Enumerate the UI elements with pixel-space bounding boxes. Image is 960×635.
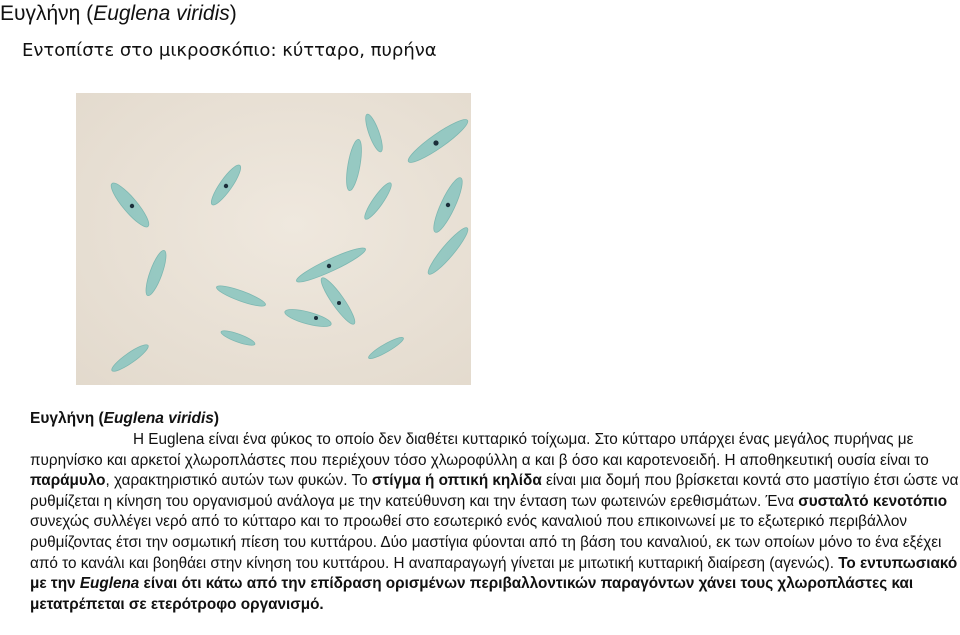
nucleus: [327, 264, 331, 268]
image-caption: Ευγλήνη (Euglena viridis): [30, 410, 220, 427]
term-paramylon: παράμυλο: [30, 472, 106, 490]
nucleus: [337, 301, 341, 305]
highlight-statement: Το εντυπωσιακό με την Euglena είναι ότι κάτω από την επίδραση ορισμένων περιβαλλοντικών παραγόντων χάνει τους χλωροπλάστες και μετατρέπεται σε ετερότροφο οργανισμό.: [30, 554, 958, 613]
caption-species-name: Euglena viridis: [103, 410, 214, 427]
nucleus: [224, 184, 228, 188]
nucleus: [314, 316, 318, 320]
nucleus: [433, 140, 438, 145]
description-paragraph: Η Euglena είναι ένα φύκος το οποίο δεν διαθέτει κυτταρικό τοίχωμα. Στο κύτταρο υπάρχει ένας μεγάλος πυρήνας με πυρηνίσκο και αρκετοί χλωροπλάστες που περιέχουν τόσο χλωροφύλλη α και β όσο και καροτενοειδή. Η αποθηκευτική ουσία είναι το παράμυλο, χαρακτηριστικό αυτών των φυκών. Το στίγμα ή οπτική κηλίδα είναι μια δομή που βρίσκεται κοντά στο μαστίγιο έτσι ώστε να ρυθμίζεται η κίνηση του οργανισμού ανάλογα με την κατεύθυνση και την ένταση των φωτεινών ερεθισμάτων. Ένα συσταλτό κενοτόπιο συνεχώς συλλέγει νερό από το κύτταρο και το προωθεί στο εσωτερικό ενός καναλιού που επικοινωνεί με το εξωτερικό περιβάλλον ρυθμίζοντας έτσι την οσμωτική πίεση του κυττάρου. Δύο μαστίγια φύονται από τη βάση του καναλιού, εκ των οποίων μόνο το ένα εξέχει από το κανάλι και βοηθάει στην κίνηση του κυττάρου. Η αναπαραγωγή γίνεται με μιτωτική κυτταρική διαίρεση (αγενώς). Το εντυπωσιακό με την Euglena είναι ότι κάτω από την επίδραση ορισμένων περιβαλλοντικών παραγόντων χάνει τους χλωροπλάστες και μετατρέπεται σε ετερότροφο οργανισμό.: [30, 431, 959, 613]
term-contractile-vacuole: συσταλτό κενοτόπιο: [798, 492, 948, 510]
nucleus: [130, 204, 134, 208]
slide-background: [76, 93, 471, 385]
title-species-name: Euglena viridis: [93, 2, 230, 25]
nucleus: [446, 203, 450, 207]
page-title: Ευγλήνη (Euglena viridis): [0, 2, 237, 25]
microscope-image: [76, 93, 471, 385]
page-subtitle: Εντοπίστε στο μικροσκόπιο: κύτταρο, πυρήνα: [22, 40, 437, 61]
term-eyespot: στίγμα ή οπτική κηλίδα: [371, 472, 542, 490]
